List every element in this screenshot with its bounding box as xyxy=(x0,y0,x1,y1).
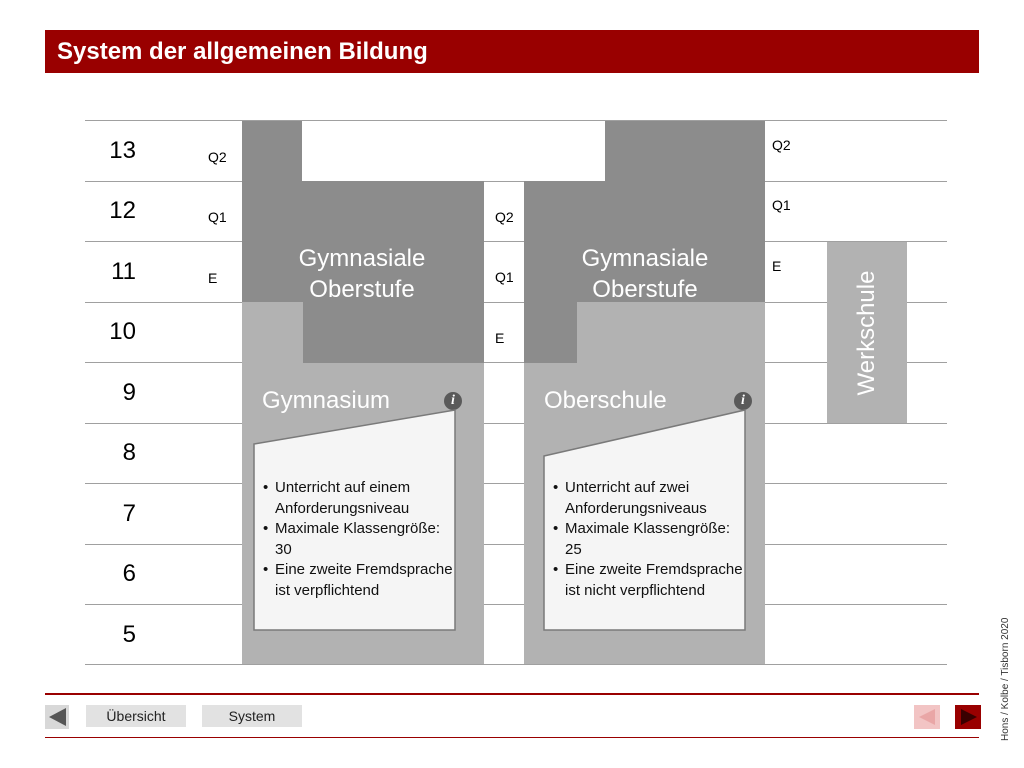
grid-line xyxy=(85,120,947,121)
grid-line xyxy=(85,423,242,424)
year-label: 8 xyxy=(122,439,136,466)
grid-line xyxy=(765,604,947,605)
prev-arrow-icon[interactable] xyxy=(45,705,69,729)
note-item: • Maximale Klassengröße: 30 xyxy=(263,519,453,560)
year-label: 10 xyxy=(109,318,136,345)
grid-line xyxy=(765,423,947,424)
oberschule-note xyxy=(543,409,747,631)
back-arrow-icon[interactable] xyxy=(914,705,940,729)
gymnasium-grade10-left xyxy=(242,302,303,363)
grid-line xyxy=(484,241,524,242)
back-arrow-shape xyxy=(914,705,940,729)
oberschule-level-label: Q1 xyxy=(495,269,514,285)
grid-line xyxy=(85,181,242,182)
grid-line xyxy=(484,423,524,424)
gymnasium-level-label: Q1 xyxy=(208,209,227,225)
berufs-level-label: E xyxy=(772,258,782,274)
overview-button[interactable]: Übersicht xyxy=(86,705,186,727)
note-item: • Unterricht auf einem Anforderungsniveau xyxy=(263,478,453,519)
grid-line xyxy=(85,241,242,242)
prev-arrow-shape xyxy=(45,705,69,729)
gymnasium-level-label: E xyxy=(208,270,218,286)
gymnasium-info-icon[interactable]: i xyxy=(444,392,462,410)
grid-line xyxy=(765,544,947,545)
year-label: 6 xyxy=(122,560,136,587)
title-bar xyxy=(45,30,979,73)
oberschule-level-label: Q2 xyxy=(495,209,514,225)
grid-line xyxy=(484,604,524,605)
werkschule-label: Werkschule xyxy=(853,270,880,395)
grid-line xyxy=(85,604,242,605)
grid-line xyxy=(85,302,242,303)
upper-label-line: Oberstufe xyxy=(592,276,698,303)
year-label: 13 xyxy=(109,137,136,164)
upper-label-line: Gymnasiale xyxy=(581,245,709,272)
page-title: System der allgemeinen Bildung xyxy=(57,38,428,65)
note-item: • Eine zweite Fremdsprache ist verpflichtend xyxy=(263,560,453,601)
note-item: • Maximale Klassengröße: 25 xyxy=(553,519,745,560)
upper-label-line: Oberstufe xyxy=(309,276,415,303)
next-arrow-icon[interactable] xyxy=(955,705,981,729)
berufs-level-label: Q2 xyxy=(772,137,791,153)
year-label: 12 xyxy=(109,197,136,224)
werkschule-block xyxy=(827,242,907,423)
oberschule-upper-label xyxy=(565,243,725,305)
oberschule-name: Oberschule xyxy=(544,387,667,414)
grid-line xyxy=(765,181,947,182)
oberschule-grade10-left xyxy=(524,302,577,363)
note-item: • Eine zweite Fremdsprache ist nicht verpflichtend xyxy=(553,560,745,601)
gymnasium-level-label: Q2 xyxy=(208,149,227,165)
footer-divider xyxy=(45,737,979,738)
note-item: • Unterricht auf zwei Anforderungsniveaus xyxy=(553,478,745,519)
grid-line xyxy=(765,483,947,484)
oberschule-level-label: E xyxy=(495,330,505,346)
system-button[interactable]: System xyxy=(202,705,302,727)
gymnasium-upper-label xyxy=(282,243,442,305)
year-label: 7 xyxy=(122,500,136,527)
footer-divider xyxy=(45,693,979,695)
year-label: 11 xyxy=(111,258,136,285)
grid-line xyxy=(484,181,524,182)
gymnasium-note xyxy=(253,409,457,631)
next-arrow-shape xyxy=(955,705,981,729)
oberschule-grade10-right xyxy=(577,302,765,363)
grid-line xyxy=(85,362,242,363)
year-label: 9 xyxy=(122,379,136,406)
gymnasium-name: Gymnasium xyxy=(262,387,391,414)
credit-text: Hons / Kolbe / Tisborn 2020 xyxy=(1000,617,1011,741)
grid-line xyxy=(484,302,524,303)
berufs-level-label: Q1 xyxy=(772,197,791,213)
grid-line xyxy=(85,544,242,545)
upper-label-line: Gymnasiale xyxy=(298,245,426,272)
grid-line xyxy=(484,362,524,363)
grid-line xyxy=(484,483,524,484)
grid-line xyxy=(484,544,524,545)
oberschule-info-icon[interactable]: i xyxy=(734,392,752,410)
grid-line xyxy=(85,664,947,665)
year-label: 5 xyxy=(122,621,136,648)
oberschule-q2-block xyxy=(605,121,765,181)
gymnasium-grade10-right xyxy=(303,302,484,363)
grid-line xyxy=(85,483,242,484)
gymnasium-q2-block xyxy=(242,121,302,181)
